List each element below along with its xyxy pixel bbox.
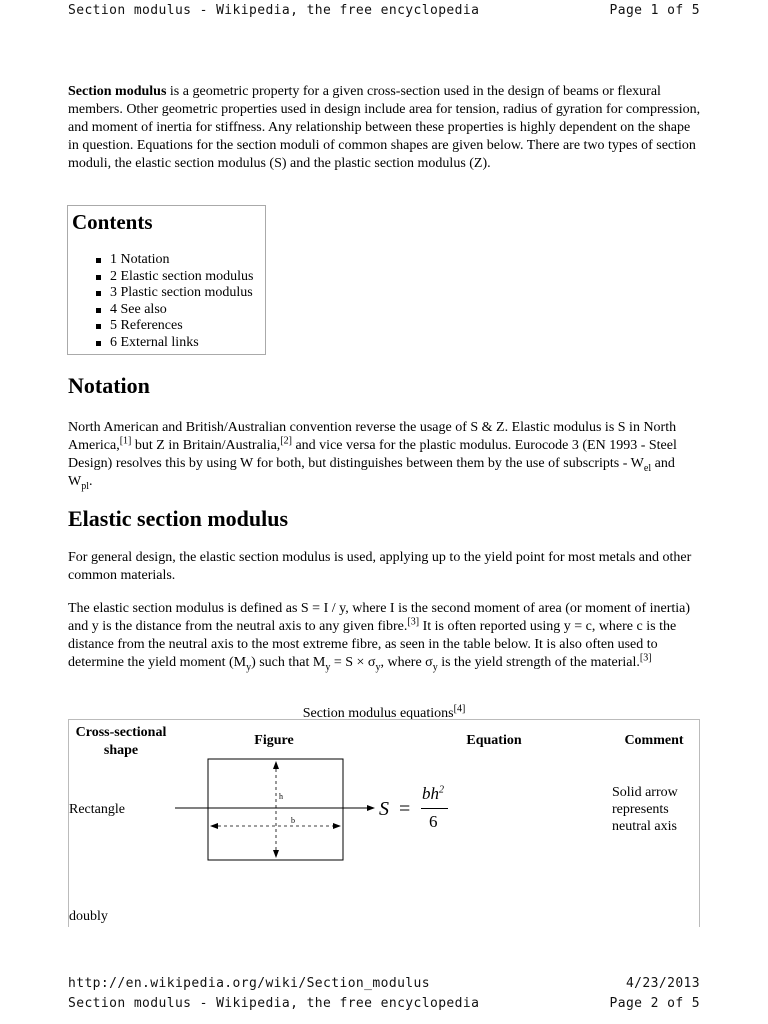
bullet-icon (96, 291, 101, 296)
width-arrow-right (333, 823, 341, 829)
shape-doubly: doubly (69, 909, 108, 924)
toc-item-plastic[interactable]: 3 Plastic section modulus (90, 285, 253, 302)
rectangle-outline (208, 759, 343, 860)
width-label: b (291, 816, 295, 825)
height-arrow-bottom (273, 850, 279, 858)
table-of-contents (67, 205, 266, 355)
equation-rectangle (375, 784, 455, 834)
citation-2[interactable]: [2] (280, 435, 292, 447)
intro-term: Section modulus (68, 84, 167, 99)
print-header-title-2: Section modulus - Wikipedia, the free encyclopedia (68, 996, 480, 1011)
citation-3b[interactable]: [3] (639, 652, 652, 664)
toc-title: Contents (72, 210, 153, 234)
col-header-shape: Cross-sectional shape (75, 725, 167, 758)
bullet-icon (96, 258, 101, 263)
print-footer-date: 4/23/2013 (625, 976, 700, 991)
fraction-bar (421, 808, 448, 809)
height-arrow-top (273, 761, 279, 769)
col-header-comment: Comment (624, 733, 684, 748)
toc-item-references[interactable]: 5 References (90, 318, 253, 335)
toc-item-elastic[interactable]: 2 Elastic section modulus (90, 269, 253, 286)
toc-item-see-also[interactable]: 4 See also (90, 302, 253, 319)
bullet-icon (96, 341, 101, 346)
citation-3[interactable]: [3] (407, 616, 420, 628)
citation-4[interactable]: [4] (453, 703, 466, 715)
neutral-axis-arrowhead (367, 805, 375, 811)
shape-rectangle: Rectangle (69, 802, 125, 817)
print-footer-url: http://en.wikipedia.org/wiki/Section_modulus (68, 976, 430, 991)
height-label: h (279, 792, 283, 801)
elastic-paragraph-1: For general design, the elastic section modulus is used, applying up to the yield point for most metals and other common materials. (68, 550, 692, 583)
section-modulus-table (68, 719, 700, 927)
intro-paragraph (68, 83, 702, 173)
intro-text: is a geometric property for a given cross-section used in the design of beams or flexural members. Other geometric properties used in design include area for tension, radius of gyration for compression, and moment of inertia for stiffness. Any relationship between these properties is highly dependent on the shape in question. Equations for the section moduli of common shapes are given below. There are two types of section moduli, the elastic section modulus (S) and the plastic section modulus (Z). (68, 84, 701, 171)
equation-lhs: S (379, 798, 389, 820)
col-header-figure: Figure (254, 733, 294, 748)
toc-list (90, 252, 253, 352)
width-arrow-left (210, 823, 218, 829)
comment-rectangle: Solid arrow represents neutral axis (612, 785, 678, 834)
notation-heading: Notation (68, 373, 150, 398)
elastic-paragraph-2: The elastic section modulus is defined as S = I / y, where I is the second moment of area (or moment of inertia) and y is the distance from the neutral axis to any given fibre.[3] It is often reported using y = c, where c is the distance from the neutral axis to the most extreme fibre, as seen in the table below. It is also often used to determine the yield moment $(M_y)$ such that $M_y = S \times \sigma_y$, where $\sigma_y$ is the yield strength of the material.[3] (68, 601, 691, 673)
table-caption: Section modulus equations[4] (302, 703, 466, 721)
col-header-equation: Equation (466, 733, 522, 748)
elastic-heading: Elastic section modulus (68, 506, 289, 531)
bullet-icon (96, 275, 101, 280)
equation-numerator: $bh^2$ (422, 784, 444, 803)
citation-1[interactable]: [1] (119, 435, 132, 447)
rectangle-figure (169, 755, 379, 867)
toc-item-external-links[interactable]: 6 External links (90, 335, 253, 352)
print-header-page: Page 1 of 5 (609, 3, 700, 18)
bullet-icon (96, 324, 101, 329)
print-header-title: Section modulus - Wikipedia, the free encyclopedia (68, 3, 480, 18)
equation-equals: = (399, 798, 411, 820)
equation-denominator: 6 (429, 812, 438, 831)
notation-paragraph: North American and British/Australian convention reverse the usage of S & Z. Elastic modulus is S in North America,[1] but Z in Britain/Australia,[2] and vice versa for the plastic modulus. Eurocode 3 (EN 1993 - Steel Design) resolves this by using W for both, but distinguishes between them by the use of subscripts - $W_{el}$ and $W_{pl}$. (68, 420, 677, 492)
toc-item-notation[interactable]: 1 Notation (90, 252, 253, 269)
print-header-page-2: Page 2 of 5 (609, 996, 700, 1011)
bullet-icon (96, 308, 101, 313)
